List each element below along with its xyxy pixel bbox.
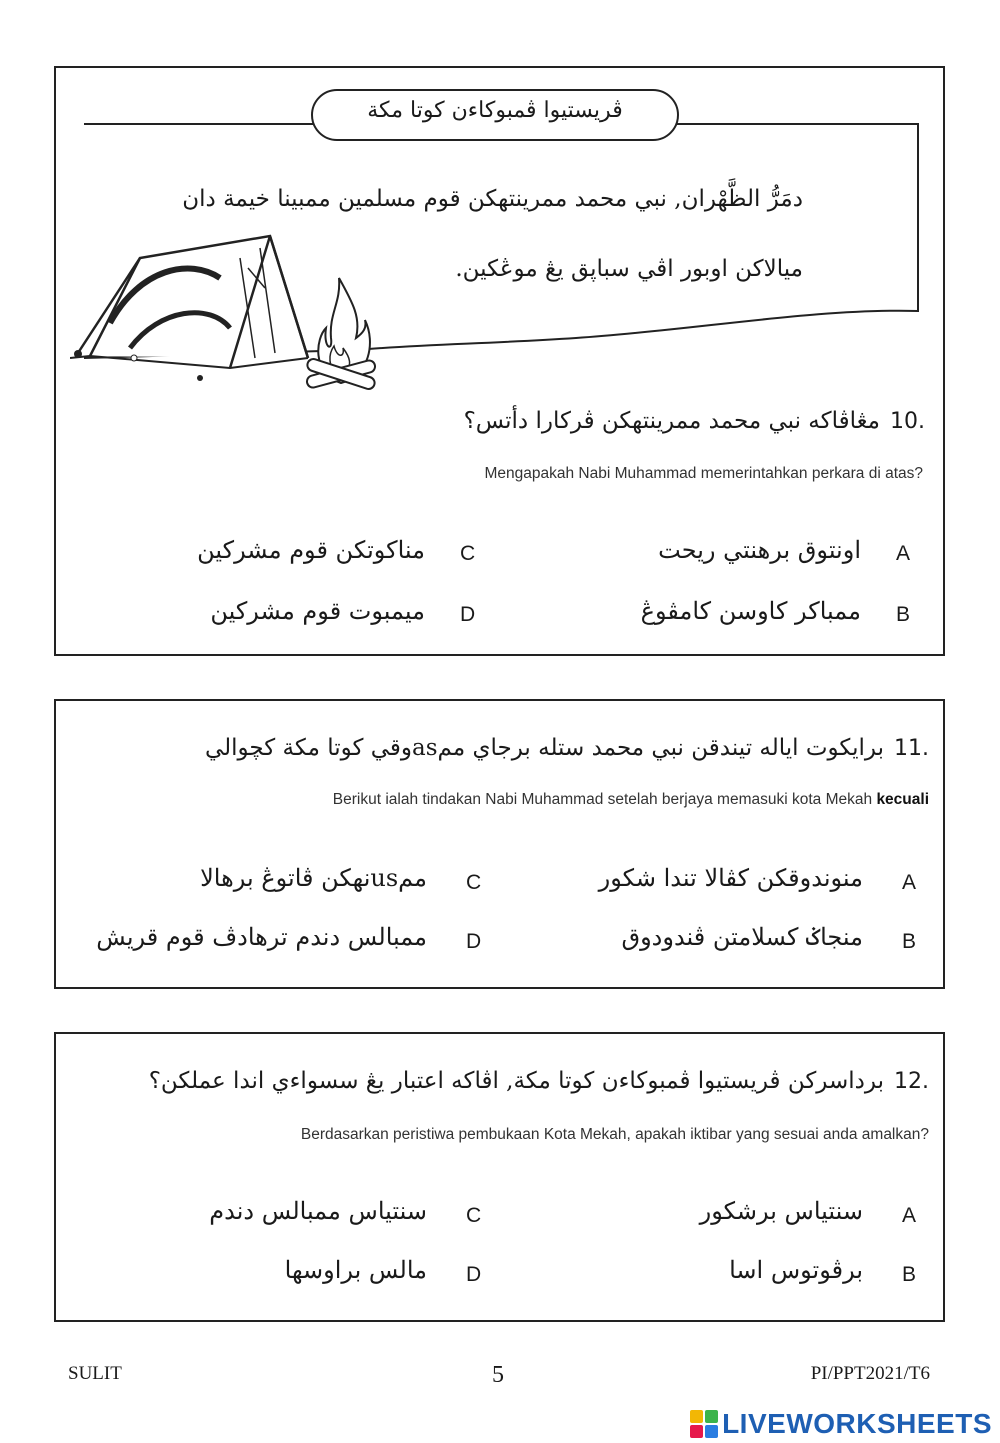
q11-option-a-text[interactable]: منوندوقکن کڤالا تندا شکور	[598, 864, 863, 892]
question-11-rumi: Berikut ialah tindakan Nabi Muhammad setelah berjaya memasuki kota Mekah	[332, 791, 873, 808]
q12-option-a-text[interactable]: سنتياس برشکور	[699, 1197, 863, 1225]
q12-option-c-text[interactable]: سنتياس ممبالس دندم	[209, 1197, 427, 1225]
question-12-jawi: برداسرکن ڤريستيوا ڤمبوکاءن کوتا مکة, اڤاکه اعتبار يڠ سسواءي اندا عملکن؟	[148, 1068, 884, 1094]
question-10-rumi: Mengapakah Nabi Muhammad memerintahkan perkara di atas?	[484, 465, 923, 482]
q10-option-c-letter[interactable]: C	[460, 542, 476, 565]
question-12-number: 12.	[894, 1069, 929, 1094]
passage-line-1: دمَرُّ الظَّهْران, نبي محمد ممرينتهکن قوم مسلمين ممبينا خيمة دان	[182, 186, 803, 212]
q10-option-a-letter[interactable]: A	[896, 542, 911, 565]
q11-option-c-letter[interactable]: C	[466, 871, 482, 894]
question-12-rumi: Berdasarkan peristiwa pembukaan Kota Mekah, apakah iktibar yang sesuai anda amalkan?	[300, 1126, 929, 1143]
question-11-rumi-wrap	[333, 791, 929, 809]
q10-option-d-letter[interactable]: D	[460, 603, 476, 626]
question-11-box	[54, 699, 945, 989]
q10-option-b-text[interactable]: ممباکر کاوسن کامڤوڠ	[640, 597, 861, 625]
question-11-rumi-bold: kecuali	[876, 791, 929, 808]
q12-option-c-letter[interactable]: C	[466, 1204, 482, 1227]
q10-option-c-text[interactable]: مناکوتکن قوم مشرکين	[197, 536, 425, 564]
q11-option-d-text[interactable]: ممبالس دندم ترهادڤ قوم قريش	[96, 923, 427, 951]
question-12-line	[149, 1068, 929, 1094]
q11-option-c-text[interactable]: ممusنهکن ڤاتوڠ برهالا	[200, 864, 427, 892]
footer-page-number: 5	[492, 1362, 504, 1388]
q12-option-b-letter[interactable]: B	[902, 1263, 917, 1286]
q10-option-a-text[interactable]: اونتوق برهنتي ريحت	[658, 536, 861, 564]
question-12-box	[54, 1032, 945, 1322]
question-10-jawi: مڠاڤاکه نبي محمد ممرينتهکن ڤرکارا دأتس؟	[463, 408, 880, 434]
footer-left: SULIT	[68, 1363, 122, 1384]
q10-option-b-letter[interactable]: B	[896, 603, 911, 626]
q10-option-d-text[interactable]: ميمبوت قوم مشرکين	[210, 597, 425, 625]
question-11-number: 11.	[894, 736, 929, 761]
question-10-line	[464, 408, 925, 434]
footer-right: PI/PPT2021/T6	[810, 1363, 930, 1384]
q11-option-d-letter[interactable]: D	[466, 930, 482, 953]
question-11-line	[205, 735, 929, 761]
liveworksheets-logo-icon	[690, 1410, 718, 1438]
question-11-jawi: برايکوت اياله تيندقن نبي محمد ستله برجاي ممasوقي کوتا مکة کچوالي	[204, 735, 884, 761]
liveworksheets-logo[interactable]	[690, 1408, 992, 1440]
q12-option-d-text[interactable]: مالس براوسها	[284, 1256, 427, 1284]
passage-title: ڤريستيوا ڤمبوکاءن کوتا مکة	[367, 98, 623, 123]
q12-option-d-letter[interactable]: D	[466, 1263, 482, 1286]
q11-option-a-letter[interactable]: A	[902, 871, 917, 894]
q11-option-b-letter[interactable]: B	[902, 930, 917, 953]
question-10-number: 10.	[890, 409, 925, 434]
q12-option-a-letter[interactable]: A	[902, 1204, 917, 1227]
q12-option-b-text[interactable]: برڤوتوس اسا	[729, 1256, 863, 1284]
q11-option-b-text[interactable]: منجاݢ کسلامتن ڤندودوق	[621, 923, 863, 951]
campfire-illustration	[301, 258, 381, 398]
tent-illustration	[70, 228, 310, 388]
passage-line-2: ميالاکن اوبور اڤي سباڽق يڠ موڠکين.	[455, 256, 803, 282]
liveworksheets-brand: LIVEWORKSHEETS	[722, 1408, 992, 1439]
question-10-box	[54, 66, 945, 656]
